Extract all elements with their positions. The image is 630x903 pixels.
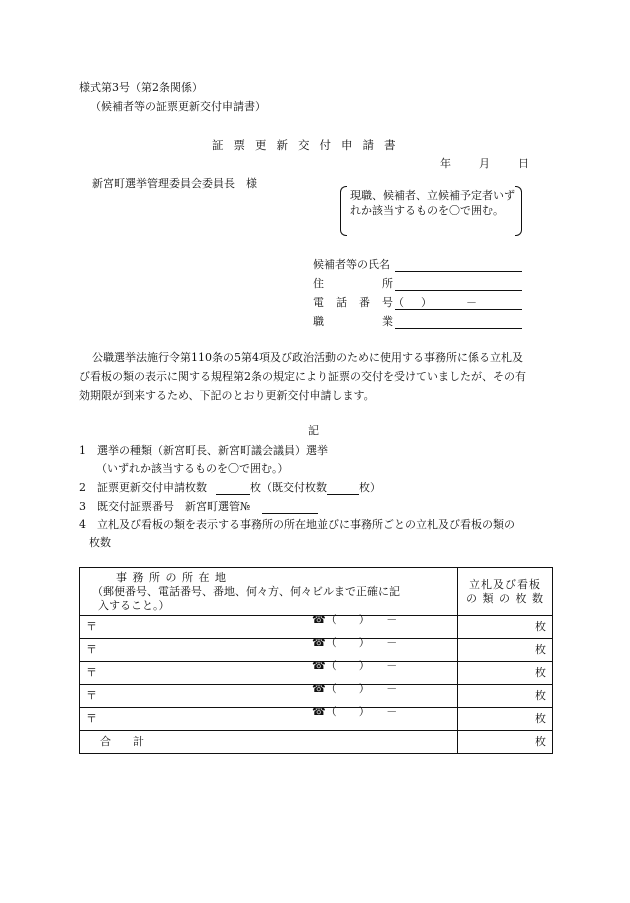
ki-heading: 記 <box>308 424 319 437</box>
phone-paren-open: （ <box>393 296 404 309</box>
phone-paren-close: ） <box>421 296 432 309</box>
location-cell[interactable]: 〒 ☎（ ） － <box>80 616 458 639</box>
count-cell[interactable]: 枚 <box>458 639 553 662</box>
addressee: 新宮町選挙管理委員会委員長 様 <box>92 177 257 190</box>
count-cell[interactable]: 枚 <box>458 616 553 639</box>
status-note-bracket <box>340 186 522 234</box>
total-label: 合 計 <box>80 731 458 754</box>
issued-count-input[interactable] <box>327 494 359 495</box>
phone-icon: ☎（ ） － <box>312 659 398 672</box>
location-cell[interactable]: 〒 ☎（ ） － <box>80 685 458 708</box>
phone-icon: ☎（ ） － <box>312 636 398 649</box>
page-title: 証票更新交付申請書 <box>212 138 406 152</box>
applicant-phone-input[interactable] <box>395 309 522 310</box>
status-note: 現職、候補者、立候補予定者いずれか該当するものを〇で囲む。 <box>350 189 515 217</box>
location-cell[interactable]: 〒 ☎（ ） － <box>80 639 458 662</box>
header-location-note-1: （郵便番号、電話番号、番地、何々方、何々ビルまで正確に記 <box>92 584 400 598</box>
item-1: 1 選挙の種類（新宮町長、新宮町議会議員）選挙 <box>79 444 328 457</box>
header-location-title: 事 務 所 の 所 在 地 <box>116 570 227 584</box>
form-number: 様式第3号（第2条関係） <box>79 81 203 94</box>
item-3-label: 3 既交付証票番号 新宮町選管№ <box>79 500 251 513</box>
issued-number-input[interactable] <box>262 513 318 514</box>
applicant-phone-label: 電 話 番 号 <box>313 296 393 309</box>
location-cell[interactable]: 〒 ☎（ ） － <box>80 708 458 731</box>
count-cell[interactable]: 枚 <box>458 685 553 708</box>
item-2-label: 2 証票更新交付申請枚数 <box>79 481 207 494</box>
applicant-job-label: 職 業 <box>313 315 393 328</box>
body-text-line-1: 公職選挙法施行令第110条の5第4項及び政治活動のために使用する事務所に係る立札及 <box>92 351 523 364</box>
item-4-line-2: 枚数 <box>89 536 111 549</box>
date-field[interactable]: 年 月 日 <box>440 157 531 170</box>
item-2-mid: 枚（既交付枚数 <box>250 481 327 494</box>
phone-icon: ☎（ ） － <box>312 705 398 718</box>
office-location-table <box>79 567 553 754</box>
header-count-line-2: の 類 の 枚 数 <box>466 591 544 605</box>
applicant-job-input[interactable] <box>395 328 522 329</box>
header-count-line-1: 立札及び看板 <box>469 577 541 591</box>
applicant-address-label: 住 所 <box>313 277 393 290</box>
header-count <box>458 568 553 616</box>
item-2-end: 枚） <box>359 481 381 494</box>
phone-dash: － <box>466 296 477 309</box>
count-cell[interactable]: 枚 <box>458 662 553 685</box>
phone-icon: ☎（ ） － <box>312 682 398 695</box>
location-cell[interactable]: 〒 ☎（ ） － <box>80 662 458 685</box>
header-location-note-2: 入すること。） <box>98 598 170 612</box>
table-header-row <box>80 568 553 616</box>
header-location <box>80 568 458 616</box>
item-4-line-1: 4 立札及び看板の類を表示する事務所の所在地並びに事務所ごとの立札及び看板の類の <box>79 518 515 531</box>
form-name: （候補者等の証票更新交付申請書） <box>90 100 266 113</box>
body-text-line-2: び看板の類の表示に関する規程第2条の規定により証票の交付を受けていましたが、その有 <box>79 370 526 383</box>
renewal-count-input[interactable] <box>216 494 250 495</box>
item-1-note: （いずれか該当するものを〇で囲む。） <box>96 462 289 475</box>
applicant-name-input[interactable] <box>395 271 522 272</box>
total-count-cell[interactable]: 枚 <box>458 731 553 754</box>
applicant-address-input[interactable] <box>395 290 522 291</box>
table-row <box>80 708 553 731</box>
table-total-row <box>80 731 553 754</box>
phone-icon: ☎（ ） － <box>312 613 398 626</box>
body-text-line-3: 効期限が到来するため、下記のとおり更新交付申請します。 <box>79 389 375 402</box>
count-cell[interactable]: 枚 <box>458 708 553 731</box>
applicant-name-label: 候補者等の氏名 <box>313 258 390 271</box>
